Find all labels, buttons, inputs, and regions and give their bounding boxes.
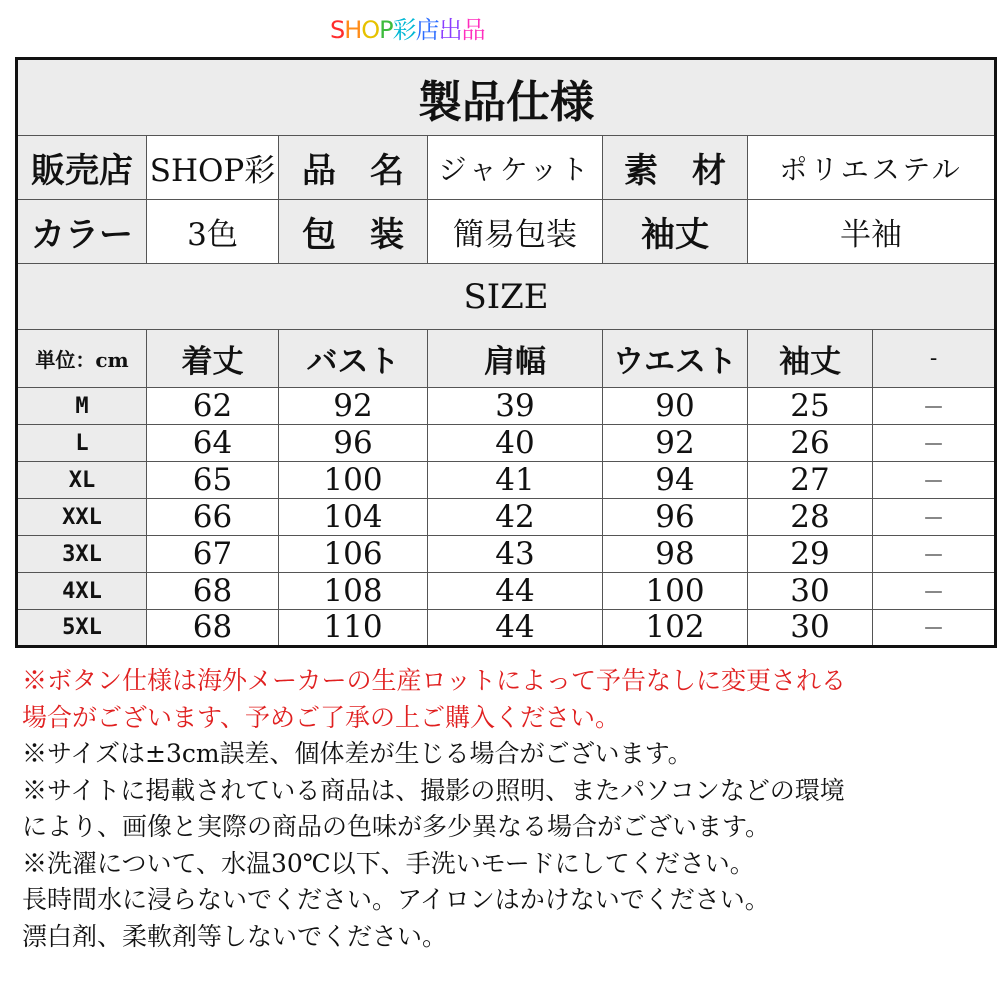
size-row xyxy=(17,388,996,425)
length-cell: 64 xyxy=(147,425,279,462)
note-line: ※サイトに掲載されている商品は、撮影の照明、またパソコンなどの環境 xyxy=(22,775,845,805)
sleeve-cell: 30 xyxy=(748,573,873,610)
shoulder-cell: 40 xyxy=(428,425,603,462)
extra-cell: － xyxy=(873,536,996,573)
brand-char: O xyxy=(361,16,380,44)
color-label: カラー xyxy=(17,200,147,264)
size-cell: 4XL xyxy=(17,573,147,610)
waist-cell: 96 xyxy=(603,499,748,536)
size-row xyxy=(17,462,996,499)
size-cell: 5XL xyxy=(17,610,147,647)
sleeve-cell: 27 xyxy=(748,462,873,499)
waist-cell: 98 xyxy=(603,536,748,573)
size-cell: 3XL xyxy=(17,536,147,573)
extra-cell: － xyxy=(873,462,996,499)
brand-char: 彩 xyxy=(392,16,416,44)
bust-cell: 100 xyxy=(279,462,428,499)
shop-label: 販売店 xyxy=(17,136,147,200)
material-label: 素 材 xyxy=(603,136,748,200)
brand-logo xyxy=(330,10,485,45)
length-cell: 68 xyxy=(147,610,279,647)
header-sleeve: 袖丈 xyxy=(748,330,873,388)
header-length: 着丈 xyxy=(147,330,279,388)
sleeve-value: 半袖 xyxy=(748,200,996,264)
waist-cell: 94 xyxy=(603,462,748,499)
waist-cell: 100 xyxy=(603,573,748,610)
size-cell: XL xyxy=(17,462,147,499)
extra-cell: － xyxy=(873,425,996,462)
package-label: 包 装 xyxy=(279,200,428,264)
unit-header: 単位：cm xyxy=(17,330,147,388)
brand-char: S xyxy=(330,16,345,44)
length-cell: 66 xyxy=(147,499,279,536)
notes xyxy=(22,663,992,955)
length-cell: 62 xyxy=(147,388,279,425)
brand-char: 店 xyxy=(415,16,439,44)
note-line: ※洗濯について、水温30℃以下、手洗いモードにしてください。 xyxy=(22,848,755,878)
length-cell: 68 xyxy=(147,573,279,610)
bust-cell: 96 xyxy=(279,425,428,462)
waist-cell: 92 xyxy=(603,425,748,462)
bust-cell: 104 xyxy=(279,499,428,536)
header-shoulder: 肩幅 xyxy=(428,330,603,388)
shoulder-cell: 39 xyxy=(428,388,603,425)
size-row xyxy=(17,536,996,573)
note-line: により、画像と実際の商品の色味が多少異なる場合がございます。 xyxy=(22,812,771,841)
size-row xyxy=(17,573,996,610)
shoulder-cell: 41 xyxy=(428,462,603,499)
waist-cell: 90 xyxy=(603,388,748,425)
shoulder-cell: 42 xyxy=(428,499,603,536)
size-cell: XXL xyxy=(17,499,147,536)
bust-cell: 110 xyxy=(279,610,428,647)
brand-char: 出 xyxy=(438,16,462,44)
size-row xyxy=(17,425,996,462)
size-title: SIZE xyxy=(17,264,996,330)
extra-cell: － xyxy=(873,388,996,425)
sleeve-cell: 26 xyxy=(748,425,873,462)
extra-cell: － xyxy=(873,573,996,610)
product-name-value: ジャケット xyxy=(428,136,603,200)
material-value: ポリエステル xyxy=(748,136,996,200)
note-line: 場合がございます、予めご了承の上ご購入ください。 xyxy=(22,702,621,732)
spec-title: 製品仕様 xyxy=(17,59,996,136)
sleeve-cell: 30 xyxy=(748,610,873,647)
size-cell: M xyxy=(17,388,147,425)
header-extra: - xyxy=(873,330,996,388)
size-row xyxy=(17,610,996,647)
package-value: 簡易包装 xyxy=(428,200,603,264)
shoulder-cell: 43 xyxy=(428,536,603,573)
color-value: 3色 xyxy=(147,200,279,264)
header-waist: ウエスト xyxy=(603,330,748,388)
product-name-label: 品 名 xyxy=(279,136,428,200)
sleeve-label: 袖丈 xyxy=(603,200,748,264)
bust-cell: 92 xyxy=(279,388,428,425)
sleeve-cell: 25 xyxy=(748,388,873,425)
bust-cell: 108 xyxy=(279,573,428,610)
note-line: ※ボタン仕様は海外メーカーの生産ロットによって予告なしに変更される xyxy=(22,666,847,695)
size-cell: L xyxy=(17,425,147,462)
brand-char: 品 xyxy=(461,16,485,44)
note-line: ※サイズは±3cm誤差、個体差が生じる場合がございます。 xyxy=(22,739,693,768)
length-cell: 67 xyxy=(147,536,279,573)
shoulder-cell: 44 xyxy=(428,573,603,610)
shoulder-cell: 44 xyxy=(428,610,603,647)
size-header-row xyxy=(17,330,996,388)
header-bust: バスト xyxy=(279,330,428,388)
length-cell: 65 xyxy=(147,462,279,499)
brand-char: P xyxy=(379,16,393,44)
sleeve-cell: 29 xyxy=(748,536,873,573)
sleeve-cell: 28 xyxy=(748,499,873,536)
waist-cell: 102 xyxy=(603,610,748,647)
spec-table xyxy=(15,57,997,648)
brand-char: H xyxy=(344,16,362,44)
bust-cell: 106 xyxy=(279,536,428,573)
note-line: 長時間水に浸らないでください。アイロンはかけないでください。 xyxy=(22,885,770,914)
extra-cell: － xyxy=(873,499,996,536)
extra-cell: － xyxy=(873,610,996,647)
shop-value: SHOP彩 xyxy=(147,136,279,200)
note-line: 漂白剤、柔軟剤等しないでください。 xyxy=(22,921,448,951)
size-row xyxy=(17,499,996,536)
